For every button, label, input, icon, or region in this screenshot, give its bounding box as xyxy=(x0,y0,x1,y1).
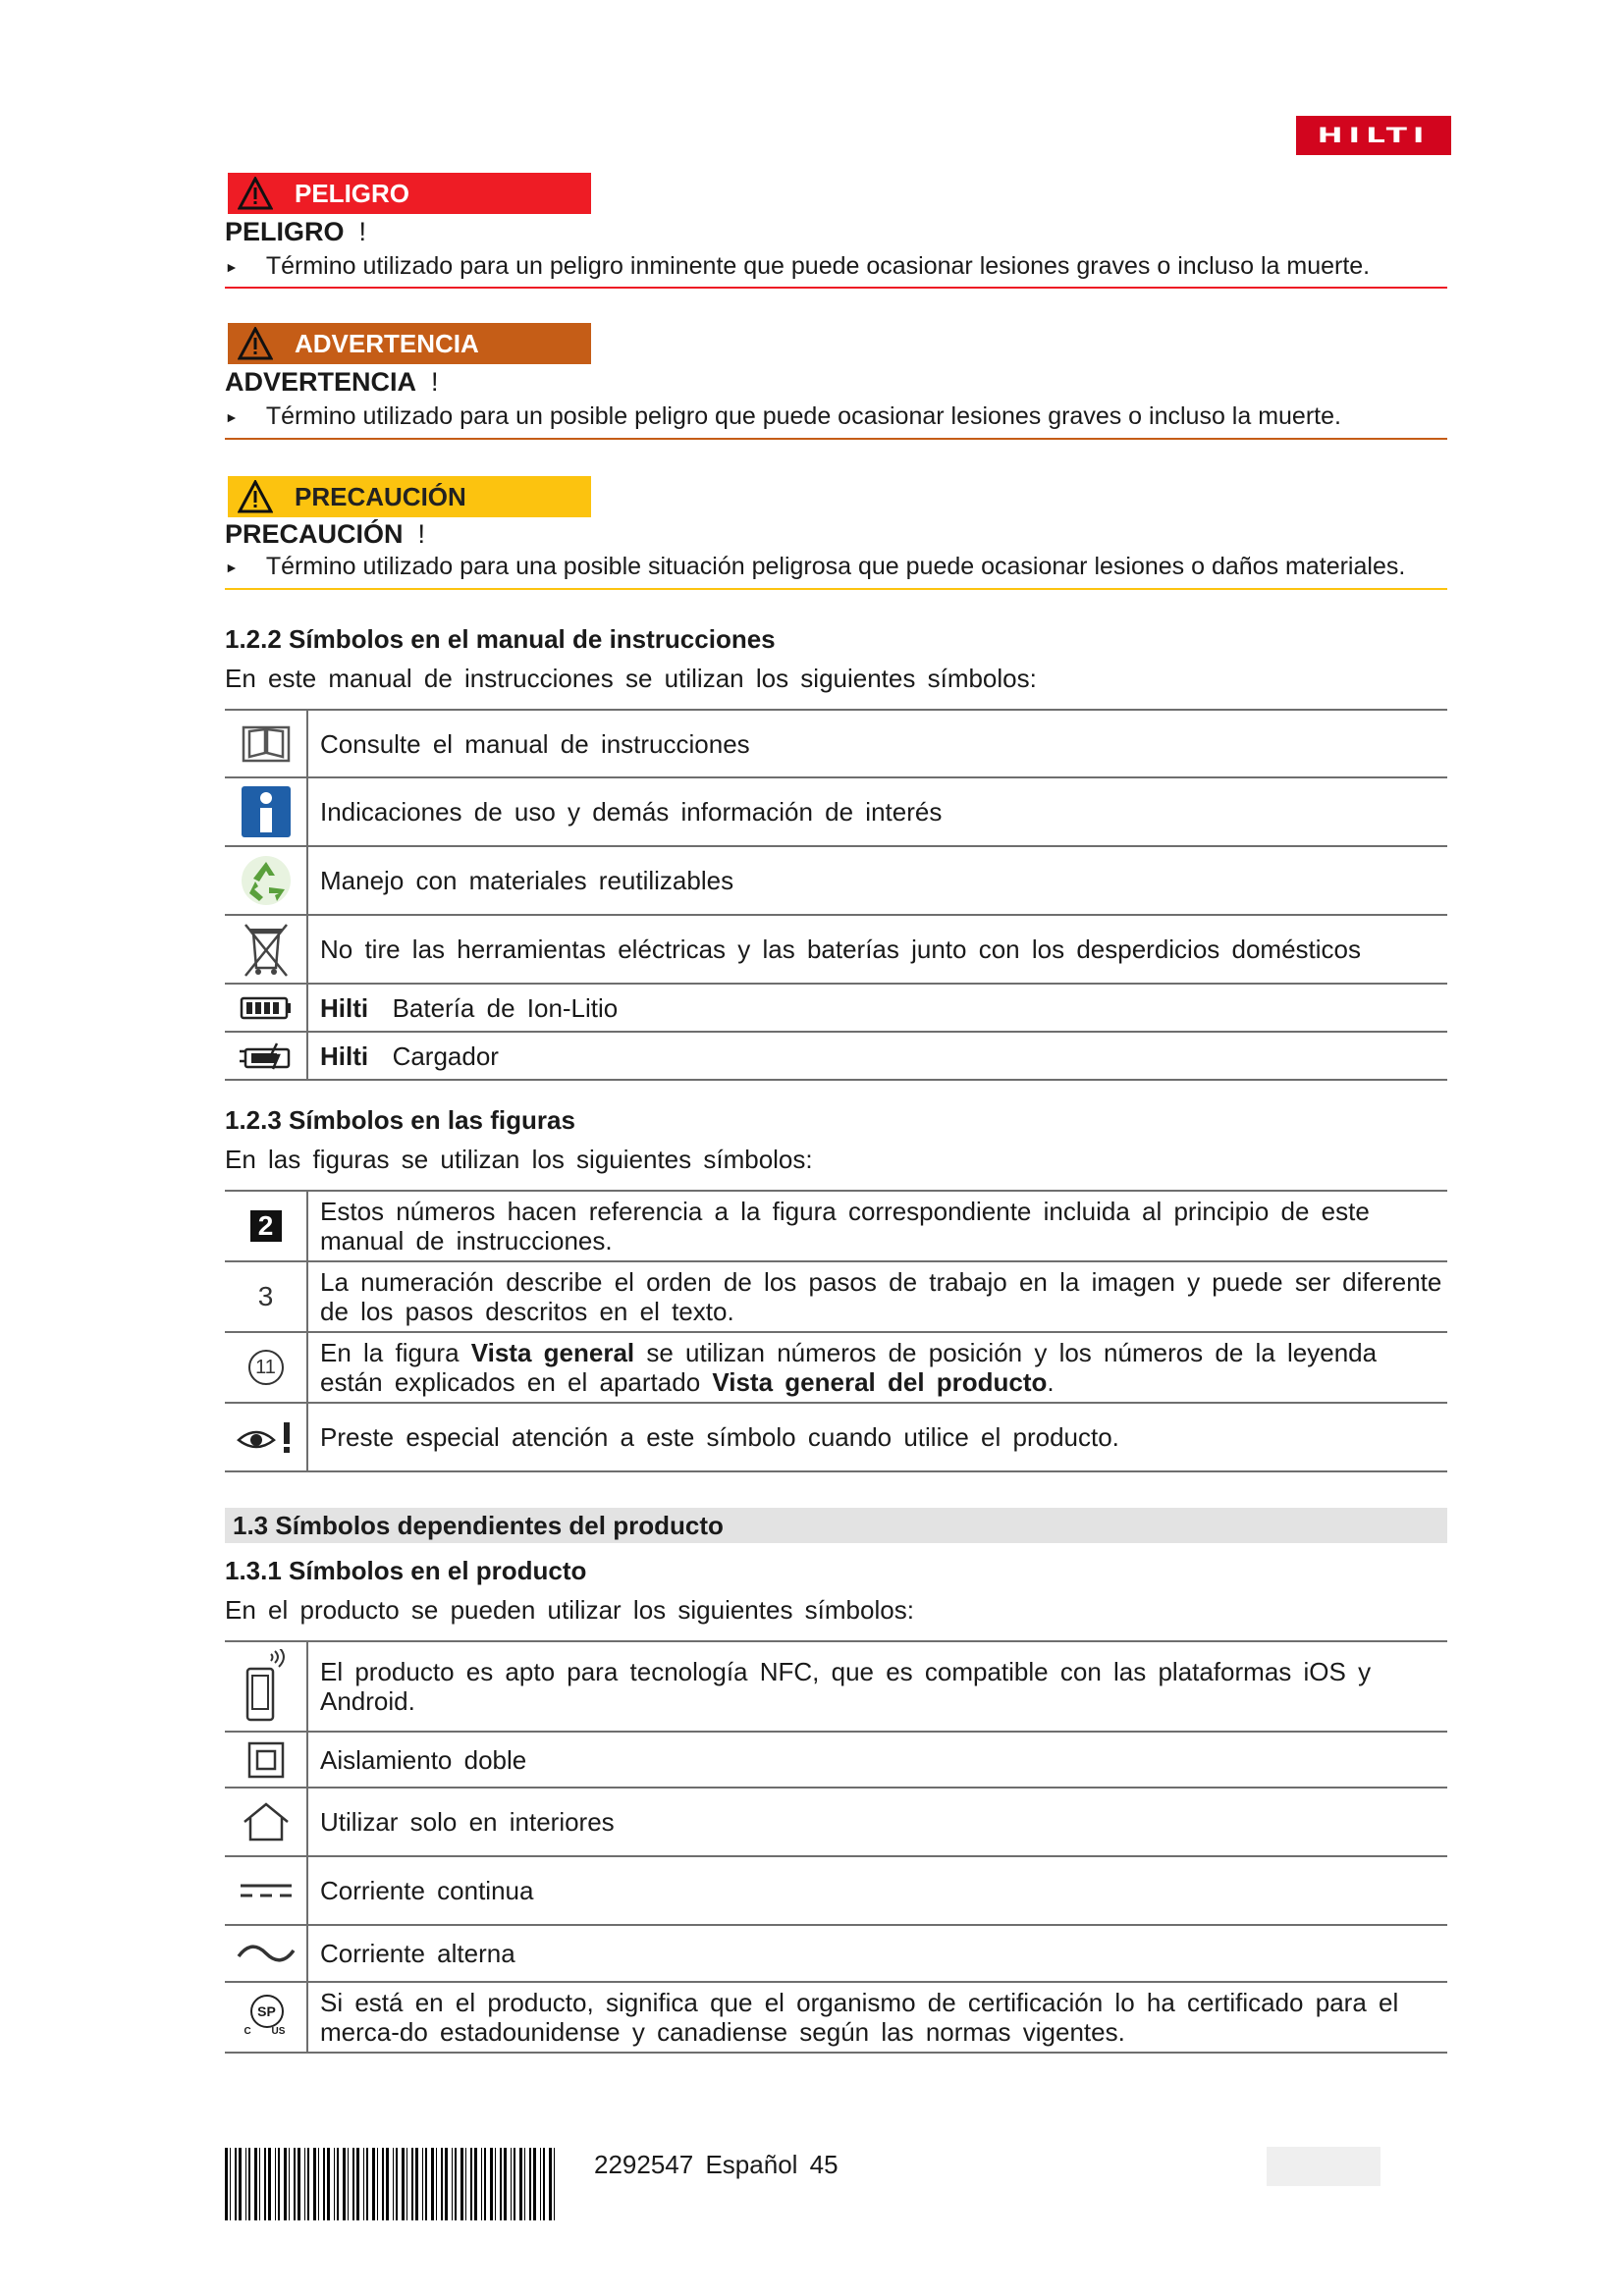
recycle-icon xyxy=(225,847,308,914)
table-row xyxy=(225,776,1447,845)
info-icon xyxy=(225,778,308,845)
danger-mark: ! xyxy=(358,217,367,246)
logo-text: HILTI xyxy=(1317,123,1431,148)
row-text-part: se utilizan números de posición y los números de la leyenda están explicados en el apartado xyxy=(320,1338,1378,1397)
row-text: Estos números hacen referencia a la figura correspondiente incluida al principio de este manual de instrucciones. xyxy=(320,1197,1370,1255)
page-footer xyxy=(594,2150,839,2180)
danger-word-text: PELIGRO xyxy=(225,217,345,246)
csa-cert-icon xyxy=(225,1983,308,2052)
manual-symbols-heading: 1.2.2 Símbolos en el manual de instrucciones xyxy=(225,624,776,654)
table-row xyxy=(225,1031,1447,1081)
manual-symbols-intro: En este manual de instrucciones se utilizan los siguientes símbolos: xyxy=(225,664,1037,693)
double-insulation-icon xyxy=(225,1733,308,1787)
danger-banner xyxy=(228,173,591,214)
barcode-icon xyxy=(225,2148,563,2220)
warning-rule xyxy=(225,438,1447,440)
warning-text: Término utilizado para un posible peligro que puede ocasionar lesiones graves o incluso la muerte. xyxy=(265,402,1341,430)
figure-symbols-heading: 1.2.3 Símbolos en las figuras xyxy=(225,1105,575,1135)
row-text-part: En la figura xyxy=(320,1338,471,1367)
eye-attention-icon xyxy=(225,1404,308,1470)
row-text: Corriente continua xyxy=(320,1876,534,1905)
footer-box xyxy=(1267,2147,1380,2186)
caution-word-text: PRECAUCIÓN xyxy=(225,519,404,549)
bullet-arrow-icon: ► xyxy=(225,258,239,275)
warning-word-text: ADVERTENCIA xyxy=(225,367,417,397)
charger-icon xyxy=(225,1033,308,1079)
table-row xyxy=(225,1731,1447,1787)
row-text: La numeración describe el orden de los pasos de trabajo en la imagen y puede ser diferente de los pasos descritos en el texto. xyxy=(320,1267,1442,1326)
caution-mark: ! xyxy=(417,519,426,549)
product-symbols-intro: En el producto se pueden utilizar los siguientes símbolos: xyxy=(225,1595,914,1625)
table-row xyxy=(225,1855,1447,1924)
crossed-bin-icon xyxy=(225,916,308,983)
nfc-phone-icon xyxy=(225,1642,308,1731)
csa-sub-right: US xyxy=(271,2026,286,2037)
table-row xyxy=(225,1402,1447,1472)
row-brand: Hilti xyxy=(320,1041,369,1071)
figure-number-glyph: 2 xyxy=(250,1210,282,1242)
table-row xyxy=(225,1924,1447,1981)
position-number-glyph: 11 xyxy=(248,1350,284,1385)
figure-symbols-table xyxy=(225,1190,1447,1472)
danger-text: Término utilizado para un peligro inminente que puede ocasionar lesiones graves o incluso la muerte. xyxy=(265,252,1371,280)
warning-triangle-icon xyxy=(238,327,273,360)
caution-rule xyxy=(225,588,1447,590)
table-row xyxy=(225,914,1447,983)
table-row xyxy=(225,1260,1447,1331)
direct-current-icon xyxy=(225,1857,308,1924)
caution-banner-label: PRECAUCIÓN xyxy=(295,481,466,511)
position-number-icon xyxy=(225,1333,308,1402)
row-text: Manejo con materiales reutilizables xyxy=(320,866,734,895)
row-text-bold: Vista general del producto xyxy=(712,1367,1048,1397)
row-text: Aislamiento doble xyxy=(320,1744,527,1775)
row-text: El producto es apto para tecnología NFC, que es compatible con las plataformas iOS y Android. xyxy=(320,1657,1372,1716)
bullet-arrow-icon: ► xyxy=(225,559,239,575)
row-brand: Hilti xyxy=(320,992,369,1023)
page-number: 45 xyxy=(809,2150,839,2179)
table-row xyxy=(225,1640,1447,1731)
caution-description xyxy=(225,553,1405,581)
row-text: Preste especial atención a este símbolo cuando utilice el producto. xyxy=(320,1422,1119,1452)
bullet-arrow-icon: ► xyxy=(225,408,239,425)
step-number-icon xyxy=(225,1262,308,1331)
danger-banner-label: PELIGRO xyxy=(295,178,410,208)
product-symbols-table xyxy=(225,1640,1447,2054)
figure-symbols-intro: En las figuras se utilizan los siguientes símbolos: xyxy=(225,1145,813,1174)
row-text: Batería de Ion-Litio xyxy=(392,992,619,1023)
row-text-bold: Vista general xyxy=(470,1338,635,1367)
csa-sub-left: C xyxy=(244,2026,251,2037)
row-text-part: . xyxy=(1047,1367,1055,1397)
manual-symbols-table xyxy=(225,709,1447,1081)
warning-banner xyxy=(228,323,591,364)
product-section-title: 1.3 Símbolos dependientes del producto xyxy=(225,1508,1447,1543)
caution-text: Término utilizado para una posible situación peligrosa que puede ocasionar lesiones o daños materiales. xyxy=(265,553,1406,580)
danger-description xyxy=(225,252,1370,281)
danger-rule xyxy=(225,287,1447,289)
doc-number: 2292547 xyxy=(594,2150,694,2179)
hilti-logo xyxy=(1296,116,1451,155)
row-text: No tire las herramientas eléctricas y las baterías junto con los desperdicios domésticos xyxy=(320,934,1362,964)
warning-triangle-icon xyxy=(238,480,273,513)
product-symbols-heading: 1.3.1 Símbolos en el producto xyxy=(225,1556,587,1585)
danger-word xyxy=(225,217,366,247)
table-row xyxy=(225,983,1447,1031)
step-number-glyph: 3 xyxy=(257,1281,274,1311)
table-row xyxy=(225,1787,1447,1855)
indoor-house-icon xyxy=(225,1789,308,1855)
figure-number-icon xyxy=(225,1192,308,1260)
warning-mark: ! xyxy=(431,367,439,397)
table-row xyxy=(225,845,1447,914)
battery-icon xyxy=(225,985,308,1031)
warning-description xyxy=(225,402,1341,431)
row-text: Corriente alterna xyxy=(320,1939,515,1968)
table-row xyxy=(225,709,1447,776)
warning-banner-label: ADVERTENCIA xyxy=(295,328,479,358)
table-row xyxy=(225,1981,1447,2054)
warning-triangle-icon xyxy=(238,177,273,210)
warning-word xyxy=(225,367,439,398)
book-icon xyxy=(225,711,308,776)
caution-banner xyxy=(228,476,591,517)
row-text: Utilizar solo en interiores xyxy=(320,1807,615,1837)
table-row xyxy=(225,1331,1447,1402)
row-text: Si está en el producto, significa que el organismo de certificación lo ha certificado para el merca-do estadounidense y canadiense según las normas vigentes. xyxy=(320,1988,1399,2047)
csa-glyph: SP xyxy=(250,1995,284,2028)
table-row xyxy=(225,1190,1447,1260)
row-text: Cargador xyxy=(392,1041,499,1071)
row-text: Consulte el manual de instrucciones xyxy=(320,728,750,759)
language: Español xyxy=(705,2150,798,2179)
alternating-current-icon xyxy=(225,1926,308,1981)
row-text: Indicaciones de uso y demás información de interés xyxy=(320,797,943,827)
caution-word xyxy=(225,519,425,550)
